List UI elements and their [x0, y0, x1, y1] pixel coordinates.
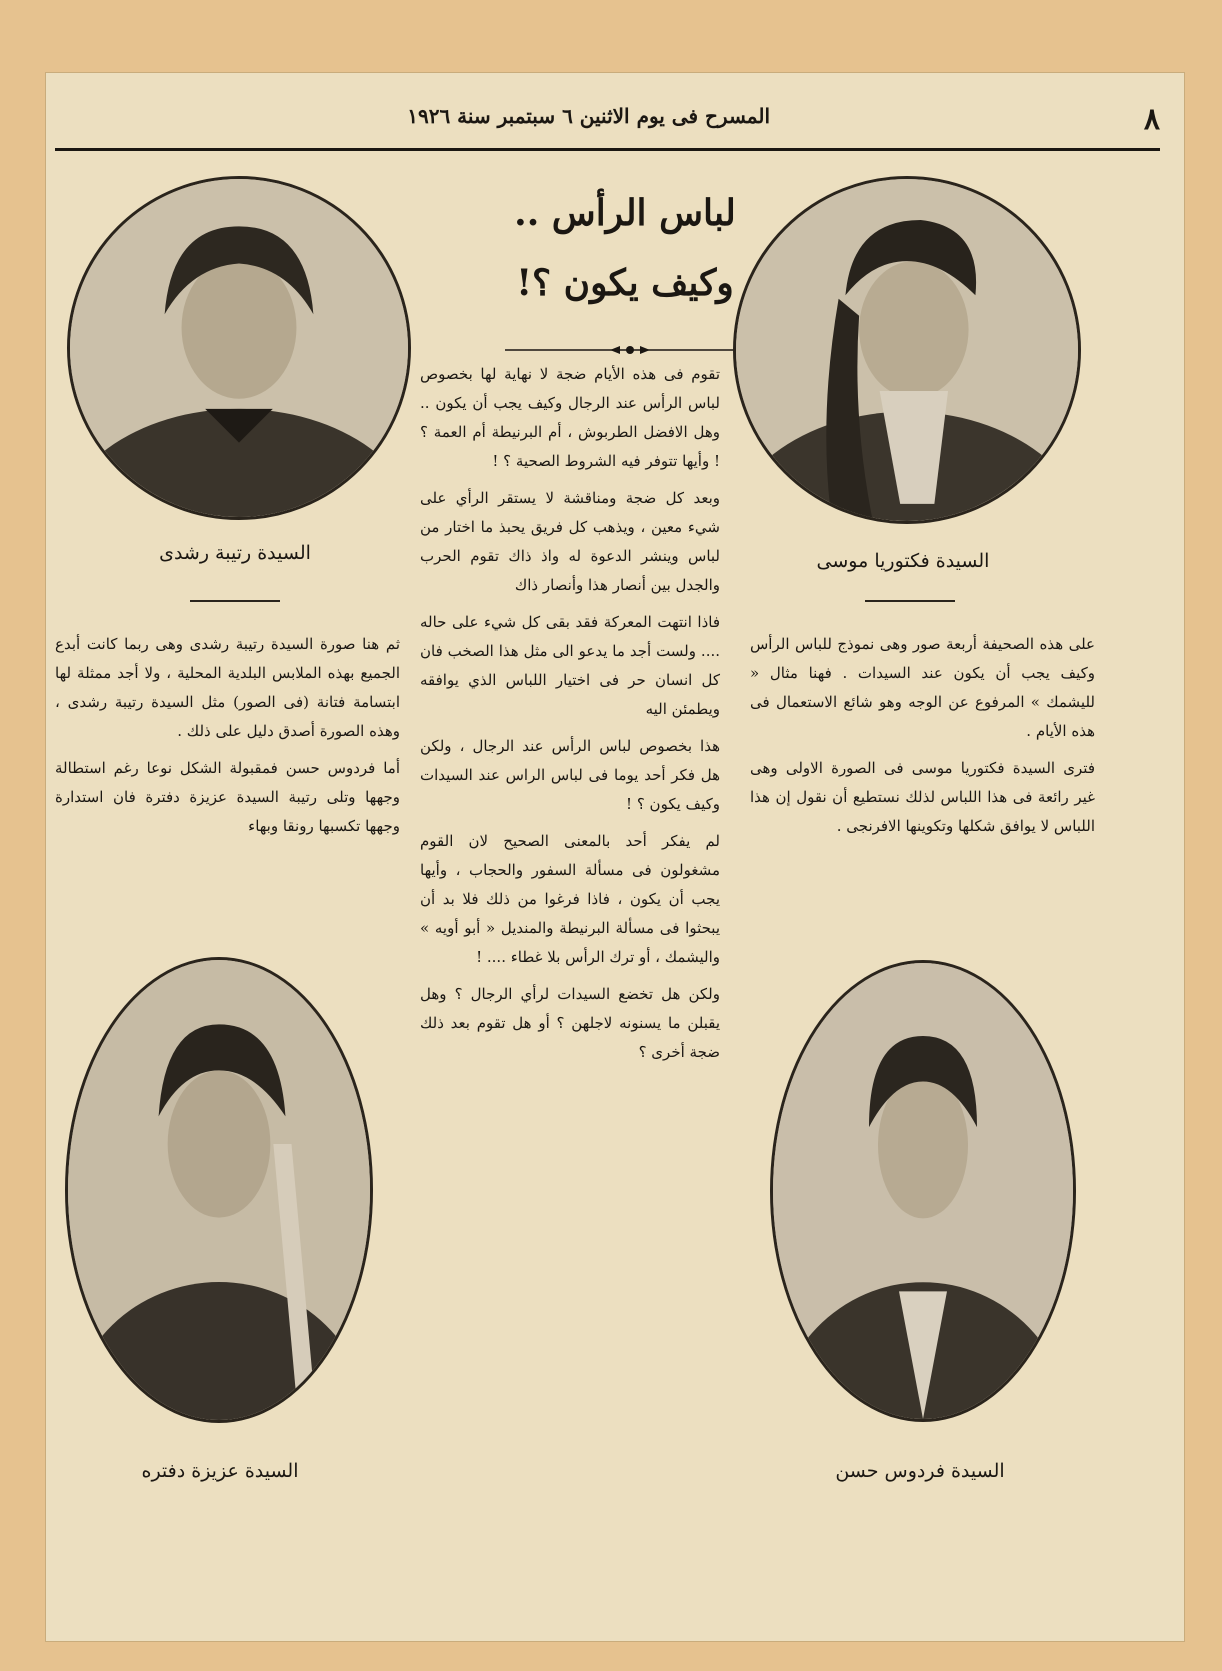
page-number: ٨	[1143, 102, 1160, 137]
portrait-photo-top-left	[67, 176, 411, 520]
caption-top-right: السيدة فكتوريا موسى	[816, 550, 990, 572]
right-paragraph: على هذه الصحيفة أربعة صور وهى نموذج للباس الرأس وكيف يجب أن يكون عند السيدات . فهنا مثال « لليشمك » المرفوع عن الوجه وهو شائع الاستعمال فى هذه الأيام .	[750, 635, 1095, 740]
left-paragraph: أما فردوس حسن فمقبولة الشكل نوعا رغم استطالة وجهها وتلى رتيبة السيدة عزيزة دفترة فان استدارة وجهها تكسبها رونقا وبهاء	[55, 759, 400, 835]
portrait-photo-bottom-left	[65, 957, 373, 1423]
title-line-2: وكيف يكون ؟!	[516, 262, 734, 304]
center-paragraph: هذا بخصوص لباس الرأس عند الرجال ، ولكن هل فكر أحد يوما فى لباس الراس عند السيدات وكيف يكون ؟ !	[420, 737, 720, 813]
center-column	[420, 360, 720, 1075]
caption-rule-top-right	[865, 600, 955, 602]
center-paragraph: ولكن هل تخضع السيدات لرأي الرجال ؟ وهل يقبلن ما يسنونه لاجلهن ؟ أو هل تقوم بعد ذلك ضجة أخرى ؟	[420, 985, 720, 1061]
center-paragraph: فاذا انتهت المعركة فقد بقى كل شيء على حاله .... ولست أجد ما يدعو الى مثل هذا الصخب فان كل انسان حر فى اختيار اللباس الذي يوافقه ويطمئن اليه	[420, 613, 720, 718]
newspaper-page	[45, 72, 1185, 1642]
caption-top-left: السيدة رتيبة رشدى	[159, 542, 311, 564]
caption-rule-top-left	[190, 600, 280, 602]
portrait-photo-top-right	[733, 176, 1081, 524]
center-paragraph: وبعد كل ضجة ومناقشة لا يستقر الرأي على شيء معين ، ويذهب كل فريق يحبذ ما اختار من لباس وينشر الدعوة له واذ ذاك تقوم الحرب والجدل بين أنصار هذا وأنصار ذاك	[420, 489, 720, 594]
portrait-photo-bottom-right	[770, 960, 1076, 1422]
center-paragraph: تقوم فى هذه الأيام ضجة لا نهاية لها بخصوص لباس الرأس عند الرجال وكيف يجب أن يكون .. وهل الافضل الطربوش ، أم البرنيطة أم العمة ؟ ! وأيها تتوفر فيه الشروط الصحية ؟ !	[420, 365, 720, 470]
title-line-1: لباس الرأس ..	[514, 192, 736, 234]
title-ornament	[505, 344, 755, 356]
dateline: المسرح فى يوم الاثنين ٦ سبتمبر سنة ١٩٢٦	[407, 104, 770, 128]
caption-bottom-left: السيدة عزيزة دفتره	[141, 1460, 299, 1482]
left-column	[55, 630, 400, 849]
header-rule	[55, 148, 1160, 151]
right-paragraph: فترى السيدة فكتوريا موسى فى الصورة الاولى وهى غير رائعة فى هذا اللباس لذلك نستطيع أن نقول إن هذا اللباس لا يوافق شكلها وتكوينها الافرنجى .	[750, 759, 1095, 835]
caption-bottom-right: السيدة فردوس حسن	[835, 1460, 1005, 1482]
center-paragraph: لم يفكر أحد بالمعنى الصحيح لان القوم مشغولون فى مسألة السفور والحجاب ، وأيها يجب أن يكون ، فاذا فرغوا من ذلك فلا بد أن يبحثوا فى مسألة البرنيطة والمنديل « أبو أويه » واليشمك ، أو ترك الرأس بلا غطاء .... !	[420, 832, 720, 966]
left-paragraph: ثم هنا صورة السيدة رتيبة رشدى وهى ربما كانت أبدع الجميع بهذه الملابس البلدية المحلية ، ولا أجد ممثلة لها ابتسامة فتانة (فى الصور) مثل السيدة رتيبة رشدى ، وهذه الصورة أصدق دليل على ذلك .	[55, 635, 400, 740]
right-column	[750, 630, 1095, 849]
page-header	[57, 102, 1160, 142]
